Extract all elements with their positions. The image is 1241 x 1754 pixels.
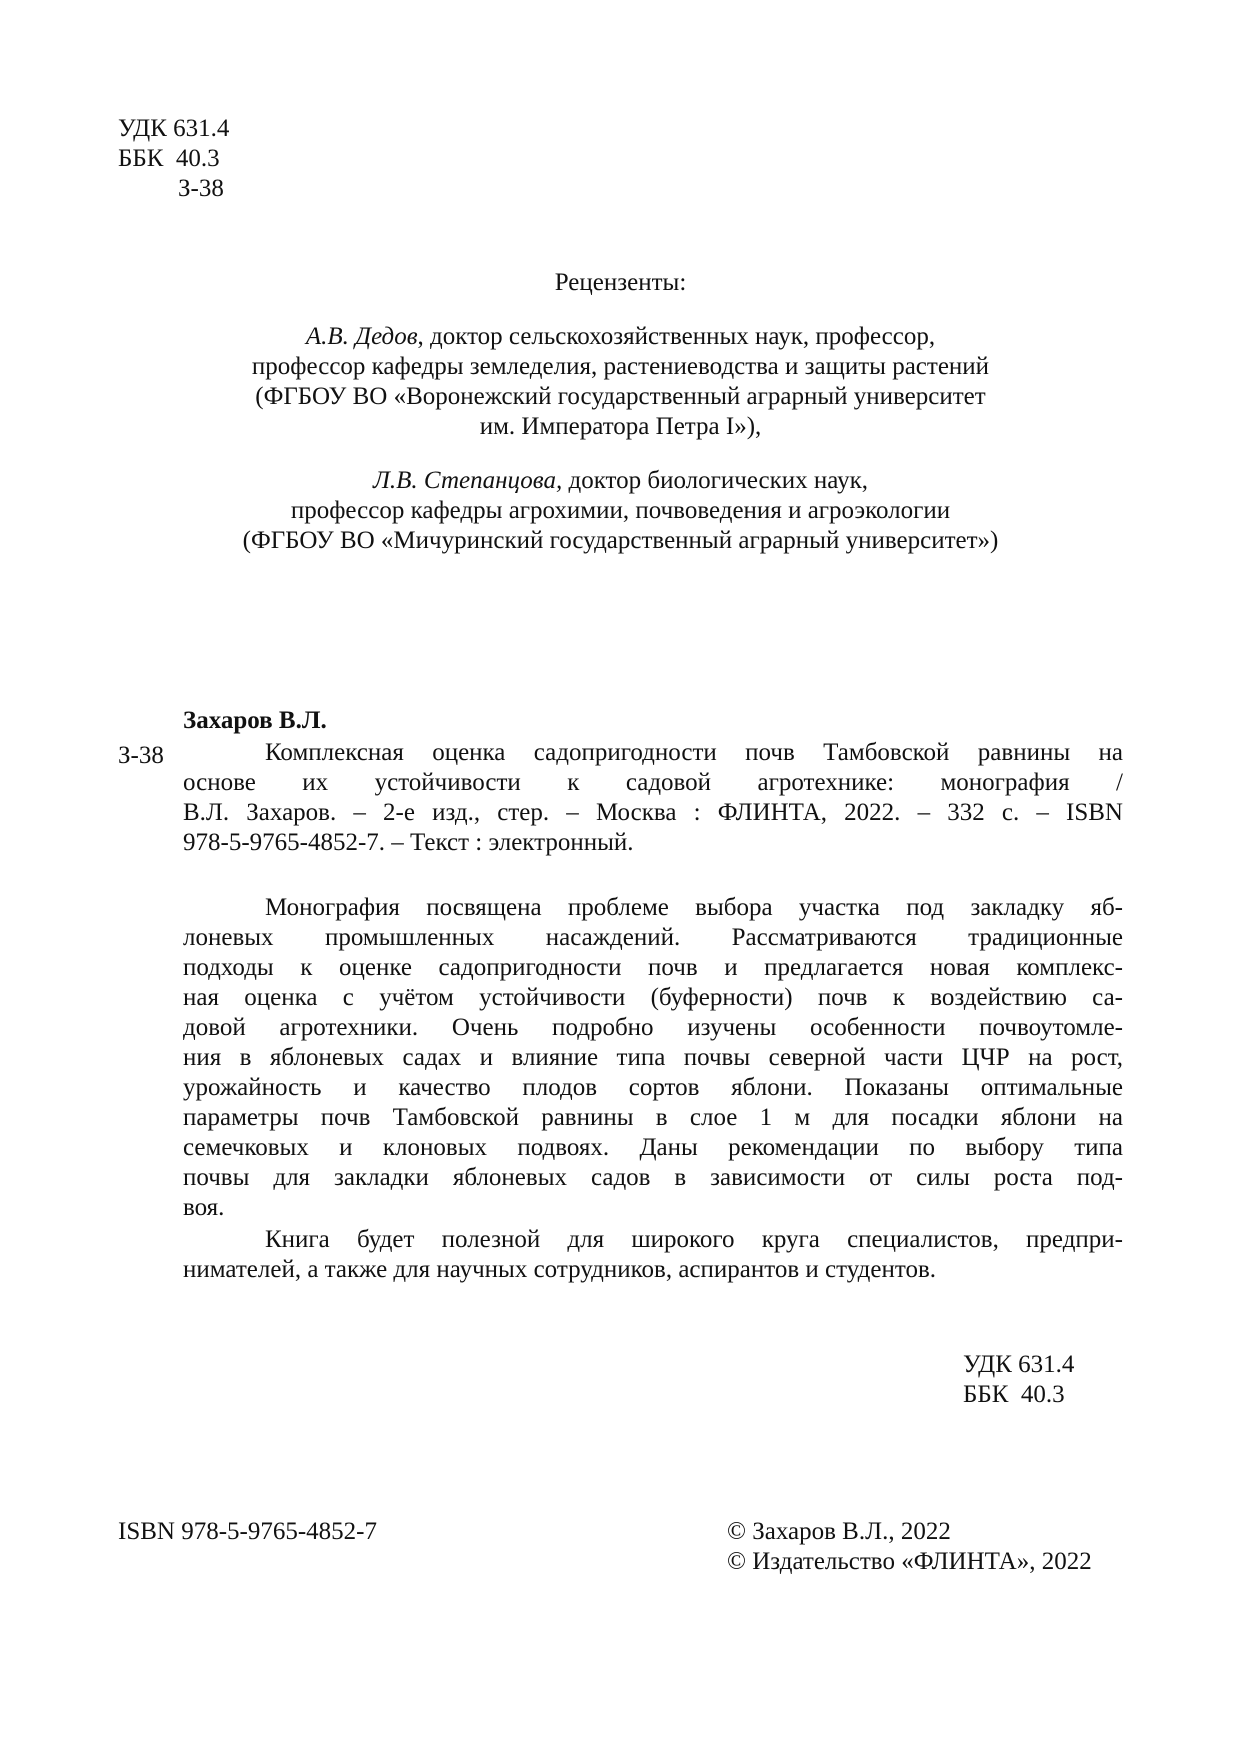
abstract-line: довой агротехники. Очень подробно изучены особенности почвоутомле- [183, 1014, 1123, 1041]
abstract-line: воя. [183, 1194, 225, 1221]
bibliographic-description [183, 738, 1123, 858]
bibliography-code: З-38 [118, 742, 164, 769]
reviewer-1-line-1 [118, 322, 1123, 352]
classification-codes-top [118, 114, 229, 204]
abstract-paragraph-2 [183, 1225, 1123, 1285]
abstract-line: нимателей, а также для научных сотрудников, аспирантов и студентов. [183, 1256, 937, 1283]
reviewers-heading: Рецензенты: [554, 269, 687, 296]
reviewer-2-line-1 [118, 466, 1123, 496]
reviewers-section [118, 268, 1123, 556]
abstract-line: подходы к оценке садопригодности почв и предлагается новая комплекс- [183, 954, 1123, 981]
bib-line-2: основе их устойчивости к садовой агротехнике: монография / [183, 769, 1123, 796]
copyright-publisher: © Издательство «ФЛИНТА», 2022 [727, 1548, 1092, 1575]
reviewer-2-line-2: профессор кафедры агрохимии, почвоведения и агроэкологии [290, 497, 951, 524]
abstract-line: Монография посвящена проблеме выбора участка под закладку яб- [265, 894, 1123, 921]
copyright-block [727, 1517, 1092, 1577]
abstract-line: ния в яблоневых садах и влияние типа почвы северной части ЦЧР на рост, [183, 1044, 1123, 1071]
abstract-line: Книга будет полезной для широкого круга специалистов, предпри- [265, 1226, 1123, 1253]
reviewer-1-line-4: им. Императора Петра I»), [479, 413, 762, 440]
bib-line-1: Комплексная оценка садопригодности почв Тамбовской равнины на [265, 739, 1123, 766]
bib-line-3: В.Л. Захаров. – 2-е изд., стер. – Москва : ФЛИНТА, 2022. – 332 с. – ISBN [183, 799, 1123, 826]
classification-codes-bottom [963, 1350, 1074, 1410]
copyright-author: © Захаров В.Л., 2022 [727, 1518, 951, 1545]
abstract-line: почвы для закладки яблоневых садов в зависимости от силы роста под- [183, 1164, 1123, 1191]
reviewer-1-line-2: профессор кафедры земледелия, растениеводства и защиты растений [251, 353, 990, 380]
abstract-line: семечковых и клоновых подвоях. Даны рекомендации по выбору типа [183, 1134, 1123, 1161]
reviewer-1-line-3: (ФГБОУ ВО «Воронежский государственный аграрный университет [255, 383, 986, 410]
abstract-line: урожайность и качество плодов сортов яблони. Показаны оптимальные [183, 1074, 1123, 1101]
abstract-line: ная оценка с учётом устойчивости (буферности) почв к воздействию са- [183, 984, 1123, 1011]
abstract-line: параметры почв Тамбовской равнины в слое 1 м для посадки яблони на [183, 1104, 1123, 1131]
udk-code-bottom: УДК 631.4 [963, 1351, 1075, 1378]
author-mark: З-38 [178, 175, 224, 202]
abstract-paragraph-1 [183, 893, 1123, 1223]
reviewer-2-degree: доктор биологических наук, [562, 467, 869, 494]
reviewer-2-line-3: (ФГБОУ ВО «Мичуринский государственный аграрный университет») [242, 527, 999, 554]
reviewer-2-name: Л.В. Степанцова, [372, 467, 563, 494]
bbk-code-bottom: ББК 40.3 [963, 1381, 1065, 1408]
abstract [183, 893, 1123, 1285]
bib-line-4: 978-5-9765-4852-7. – Текст : электронный. [183, 829, 634, 856]
bibliography-author: Захаров В.Л. [183, 707, 327, 734]
bbk-code: ББК 40.3 [118, 145, 220, 172]
reviewer-1 [118, 322, 1123, 442]
reviewer-1-degree: , доктор сельскохозяйственных наук, профессор, [417, 323, 936, 350]
udk-code: УДК 631.4 [118, 115, 230, 142]
reviewer-1-name: А.В. Дедов [305, 323, 418, 350]
isbn: ISBN 978-5-9765-4852-7 [118, 1518, 378, 1545]
reviewer-2 [118, 466, 1123, 556]
abstract-line: лоневых промышленных насаждений. Рассматриваются традиционные [183, 924, 1123, 951]
